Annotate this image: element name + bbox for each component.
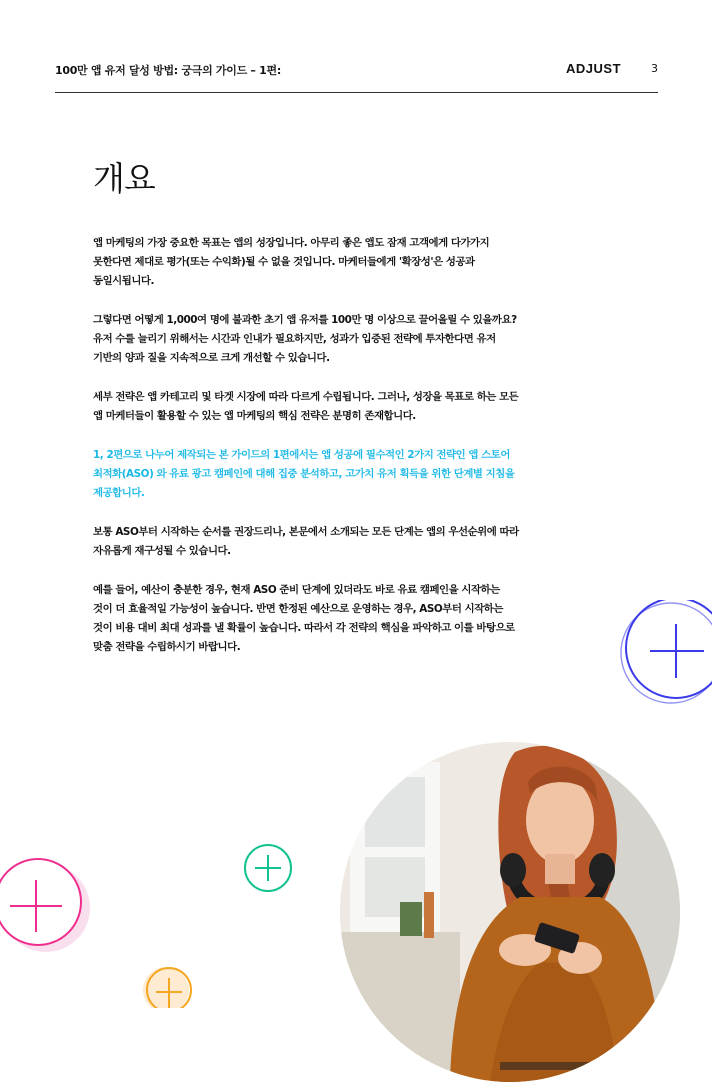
paragraph: 앱 마케팅의 가장 중요한 목표는 앱의 성장입니다. 아무리 좋은 앱도 잠재 고객에게 다가가지 못한다면 제대로 평가(또는 수익화)될 수 없을 것입니다. 마케터들에게 '확장성'은 성공과 동일시됩니다.: [93, 237, 490, 287]
paragraph: 보통 ASO부터 시작하는 순서를 권장드리나, 본문에서 소개되는 모든 단계는 앱의 우선순위에 따라 자유롭게 재구성될 수 있습니다.: [93, 526, 519, 557]
adjust-logo: ADJUST: [566, 61, 622, 76]
photo-woman-headphones: [340, 742, 680, 1082]
body-text: [93, 234, 551, 677]
plus-circle-icon-orange: [138, 960, 194, 1008]
paragraph: 세부 전략은 앱 카테고리 및 타겟 시장에 따라 다르게 수립됩니다. 그러나, 성장을 목표로 하는 모든 앱 마케터들이 활용할 수 있는 앱 마케팅의 핵심 전략은 분명히 존재합니다.: [93, 391, 519, 422]
header-title: 100만 앱 유저 달성 방법: 궁극의 가이드 – 1편:: [55, 64, 281, 77]
highlight-paragraph: 1, 2편으로 나누어 제작되는 본 가이드의 1편에서는 앱 성공에 필수적인 2가지 전략인 앱 스토어 최적화(ASO) 와 유료 광고 캠페인에 대해 집중 분석하고, 고가치 유저 획득을 위한 단계별 지침을 제공합니다.: [93, 449, 515, 499]
section-heading: 개요: [93, 159, 155, 198]
header-divider: [55, 92, 658, 93]
paragraph: 그렇다면 어떻게 1,000여 명에 불과한 초기 앱 유저를 100만 명 이상으로 끌어올릴 수 있을까요? 유저 수를 늘리기 위해서는 시간과 인내가 필요하지만, 성과가 입증된 전략에 투자한다면 유저 기반의 양과 질을 지속적으로 크게 개선할 수 있습니다.: [93, 314, 517, 364]
page-header: [55, 62, 658, 78]
plus-circle-icon-blue: [618, 600, 712, 704]
page-number: 3: [651, 62, 658, 75]
paragraph: 예를 들어, 예산이 충분한 경우, 현재 ASO 준비 단계에 있더라도 바로 유료 캠페인을 시작하는 것이 더 효율적일 가능성이 높습니다. 반면 한정된 예산으로 운영하는 경우, ASO부터 시작하는 것이 비용 대비 최대 성과를 낼 확률이 높습니다. 따라서 각 전략의 핵심을 파악하고 이를 바탕으로 맞춤 전략을 수립하시기 바랍니다.: [93, 584, 515, 653]
plus-circle-icon-pink: [0, 852, 96, 960]
plus-circle-icon-green: [242, 842, 294, 894]
